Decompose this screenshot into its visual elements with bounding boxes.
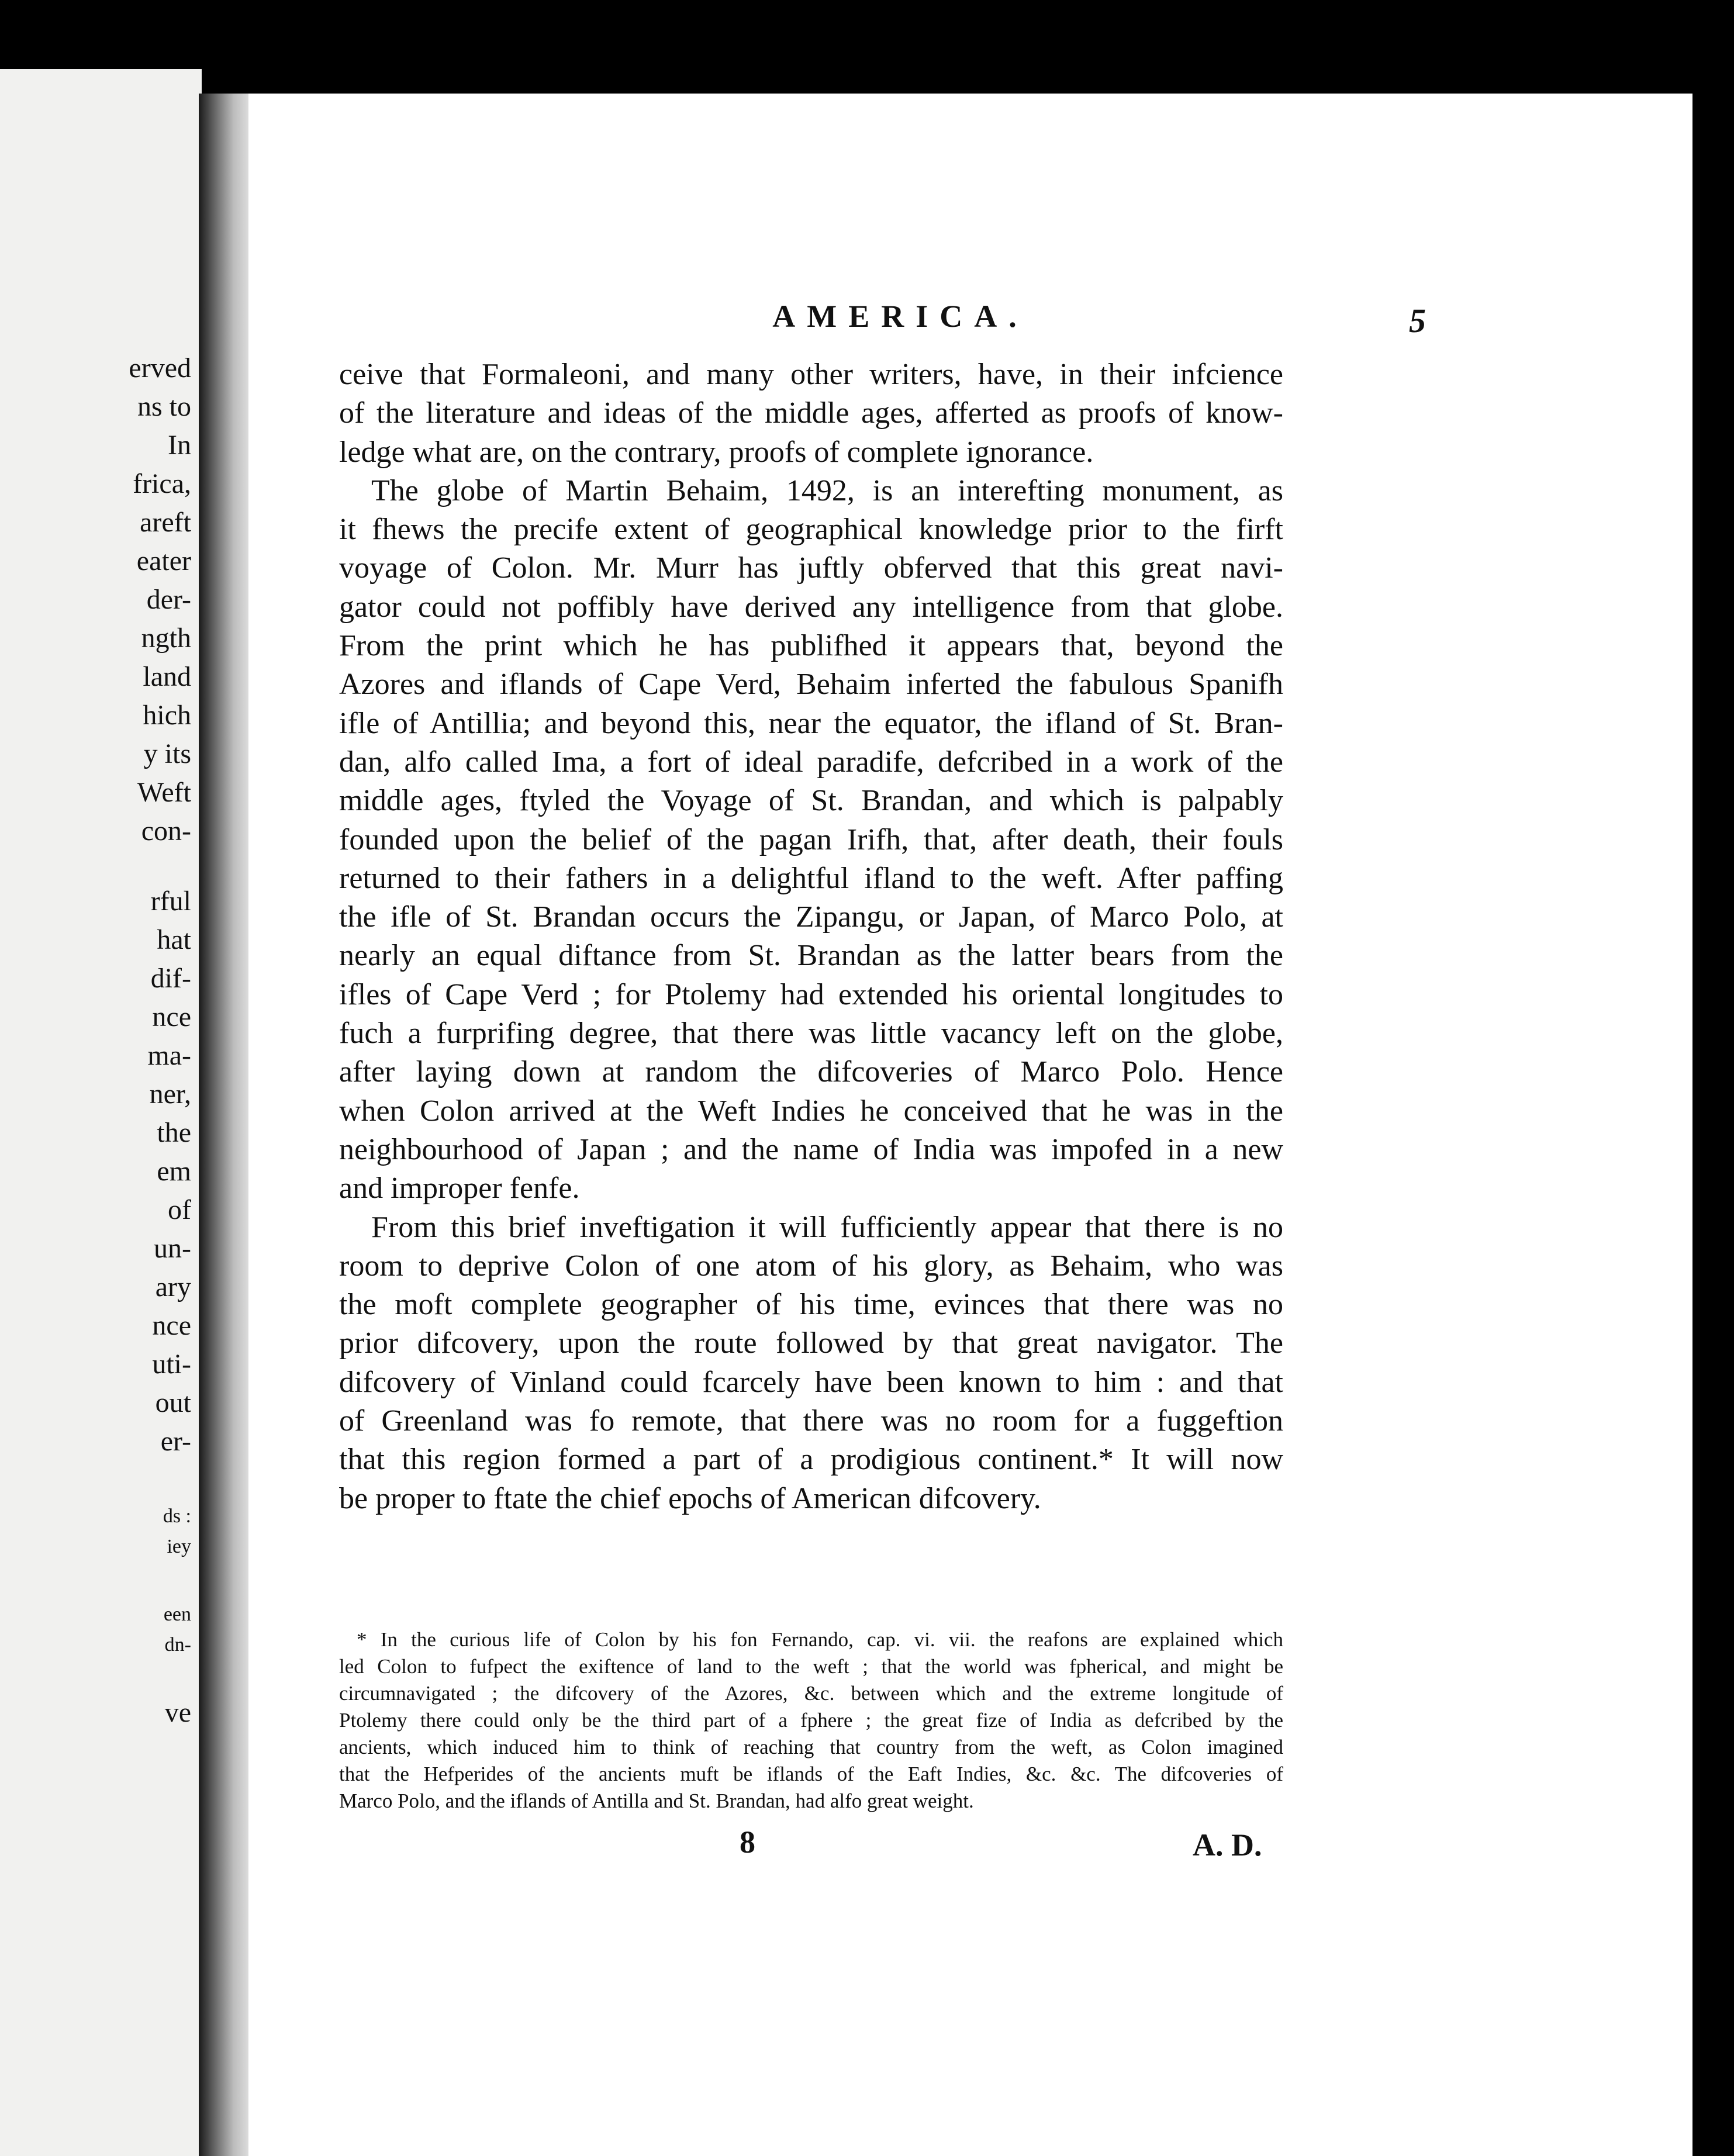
facing-page-fragment: frica, xyxy=(133,468,191,499)
text-line: the moft complete geographer of his time, evinces that there was no xyxy=(339,1288,1283,1322)
footnote-line: that the Hefperides of the ancients muft be iflands of the Eaft Indies, &c. &c. The difcoveries of xyxy=(339,1763,1283,1785)
text-line: middle ages, ftyled the Voyage of St. Brandan, and which is palpably xyxy=(339,784,1283,818)
facing-page-fragment: hat xyxy=(157,924,191,955)
facing-page-fragment: eater xyxy=(136,545,191,576)
facing-page-fragment: y its xyxy=(143,738,191,769)
facing-page-fragment: the xyxy=(157,1117,191,1148)
signature-mark: 8 xyxy=(740,1825,755,1860)
text-line: returned to their fathers in a delightful ifland to the weft. After paffing xyxy=(339,861,1283,895)
text-line: of Greenland was fo remote, that there was no room for a fuggeftion xyxy=(339,1404,1283,1438)
facing-page-fragment: ngth xyxy=(141,623,191,654)
binding-gutter xyxy=(199,94,248,2156)
text-line: From this brief inveftigation it will fufficiently appear that there is no xyxy=(371,1210,1283,1244)
facing-page-fragment: areft xyxy=(140,507,191,538)
text-line: nearly an equal diftance from St. Brandan as the latter bears from the xyxy=(339,939,1283,973)
text-line: when Colon arrived at the Weft Indies he conceived that he was in the xyxy=(339,1094,1283,1128)
facing-page-fragment: ds : xyxy=(163,1505,191,1527)
facing-page-fragment: ary xyxy=(155,1272,191,1302)
facing-page-fragment: Weft xyxy=(137,777,191,808)
facing-page-fragment: uti- xyxy=(152,1349,191,1380)
facing-page-fragment: nce xyxy=(152,1001,191,1032)
text-line: founded upon the belief of the pagan Irifh, that, after death, their fouls xyxy=(339,823,1283,856)
facing-page-fragment: em xyxy=(157,1156,191,1187)
running-head-title: AMERICA. xyxy=(772,299,1028,334)
facing-page-fragment: er- xyxy=(160,1426,191,1457)
text-line: gator could not poffibly have derived any intelligence from that globe. xyxy=(339,590,1283,624)
text-line: it fhews the precife extent of geographical knowledge prior to the firft xyxy=(339,513,1283,547)
text-line: of the literature and ideas of the middle ages, afferted as proofs of know- xyxy=(339,396,1283,430)
facing-page-fragment: of xyxy=(168,1194,191,1225)
facing-page-fragment: out xyxy=(155,1387,191,1418)
facing-page-fragment: een xyxy=(163,1604,191,1625)
text-line: voyage of Colon. Mr. Murr has juftly obferved that this great navi- xyxy=(339,551,1283,585)
facing-page-fragment: In xyxy=(168,430,191,461)
facing-page-fragment: erved xyxy=(129,353,191,383)
facing-page-fragment: iey xyxy=(167,1536,191,1557)
facing-page-fragment: land xyxy=(143,661,191,692)
facing-page-fragment: nce xyxy=(152,1310,191,1341)
footnote-line: Ptolemy there could only be the third part of a fphere ; the great fize of India as defcribed by the xyxy=(339,1709,1283,1732)
facing-page-fragment: dif- xyxy=(150,963,191,994)
page-number: 5 xyxy=(1409,302,1426,340)
body-text xyxy=(339,355,1283,1518)
footnote-line: circumnavigated ; the difcovery of the Azores, &c. between which and the extreme longitude of xyxy=(339,1682,1283,1705)
text-line: difcovery of Vinland could fcarcely have been known to him : and that xyxy=(339,1365,1283,1399)
text-line: and improper fenfe. xyxy=(339,1172,580,1205)
footnote-line: led Colon to fufpect the exiftence of land to the weft ; that the world was fpherical, and might be xyxy=(339,1655,1283,1678)
text-line: ledge what are, on the contrary, proofs of complete ignorance. xyxy=(339,435,1094,469)
facing-page-fragment: der- xyxy=(146,584,191,615)
facing-page-fragment: con- xyxy=(141,816,191,846)
facing-page-fragment: ma- xyxy=(147,1040,191,1071)
text-line: room to deprive Colon of one atom of his glory, as Behaim, who was xyxy=(339,1249,1283,1283)
text-line: the ifle of St. Brandan occurs the Zipangu, or Japan, of Marco Polo, at xyxy=(339,900,1283,934)
text-line: after laying down at random the difcoveries of Marco Polo. Hence xyxy=(339,1055,1283,1089)
text-line: ifle of Antillia; and beyond this, near the equator, the ifland of St. Bran- xyxy=(339,706,1283,740)
facing-page-fragment: ner, xyxy=(149,1079,191,1110)
text-line: neighbourhood of Japan ; and the name of India was impofed in a new xyxy=(339,1132,1283,1166)
text-line: that this region formed a part of a prodigious continent.* It will now xyxy=(339,1443,1283,1477)
facing-page-fragment: ns to xyxy=(137,391,191,422)
catchword: A. D. xyxy=(1193,1827,1262,1863)
text-line: The globe of Martin Behaim, 1492, is an interefting monument, as xyxy=(371,474,1283,507)
footnote-line: ancients, which induced him to think of reaching that country from the weft, as Colon imagined xyxy=(339,1736,1283,1758)
facing-page-fragment: ve xyxy=(164,1697,191,1728)
footnote-line: * In the curious life of Colon by his fon Fernando, cap. vi. vii. the reafons are explained which xyxy=(357,1628,1283,1651)
facing-page-fragment: hich xyxy=(143,700,191,731)
text-line: From the print which he has publifhed it appears that, beyond the xyxy=(339,629,1283,663)
text-line: be proper to ftate the chief epochs of American difcovery. xyxy=(339,1481,1041,1515)
text-line: ifles of Cape Verd ; for Ptolemy had extended his oriental longitudes to xyxy=(339,977,1283,1011)
text-line: Azores and iflands of Cape Verd, Behaim inferted the fabulous Spanifh xyxy=(339,668,1283,702)
facing-page-fragment: rful xyxy=(150,886,191,917)
text-line: fuch a furprifing degree, that there was little vacancy left on the globe, xyxy=(339,1017,1283,1051)
footnote-line: Marco Polo, and the iflands of Antilla and St. Brandan, had alfo great weight. xyxy=(339,1789,974,1812)
text-line: dan, alfo called Ima, a fort of ideal paradife, defcribed in a work of the xyxy=(339,745,1283,779)
footnote xyxy=(339,1626,1283,1815)
facing-page-left xyxy=(0,69,202,2156)
facing-page-fragment: un- xyxy=(154,1233,191,1264)
text-line: ceive that Formaleoni, and many other writers, have, in their infcience xyxy=(339,358,1283,391)
text-line: prior difcovery, upon the route followed by that great navigator. The xyxy=(339,1326,1283,1360)
facing-page-fragment: dn- xyxy=(164,1634,191,1656)
book-page xyxy=(248,94,1692,2156)
